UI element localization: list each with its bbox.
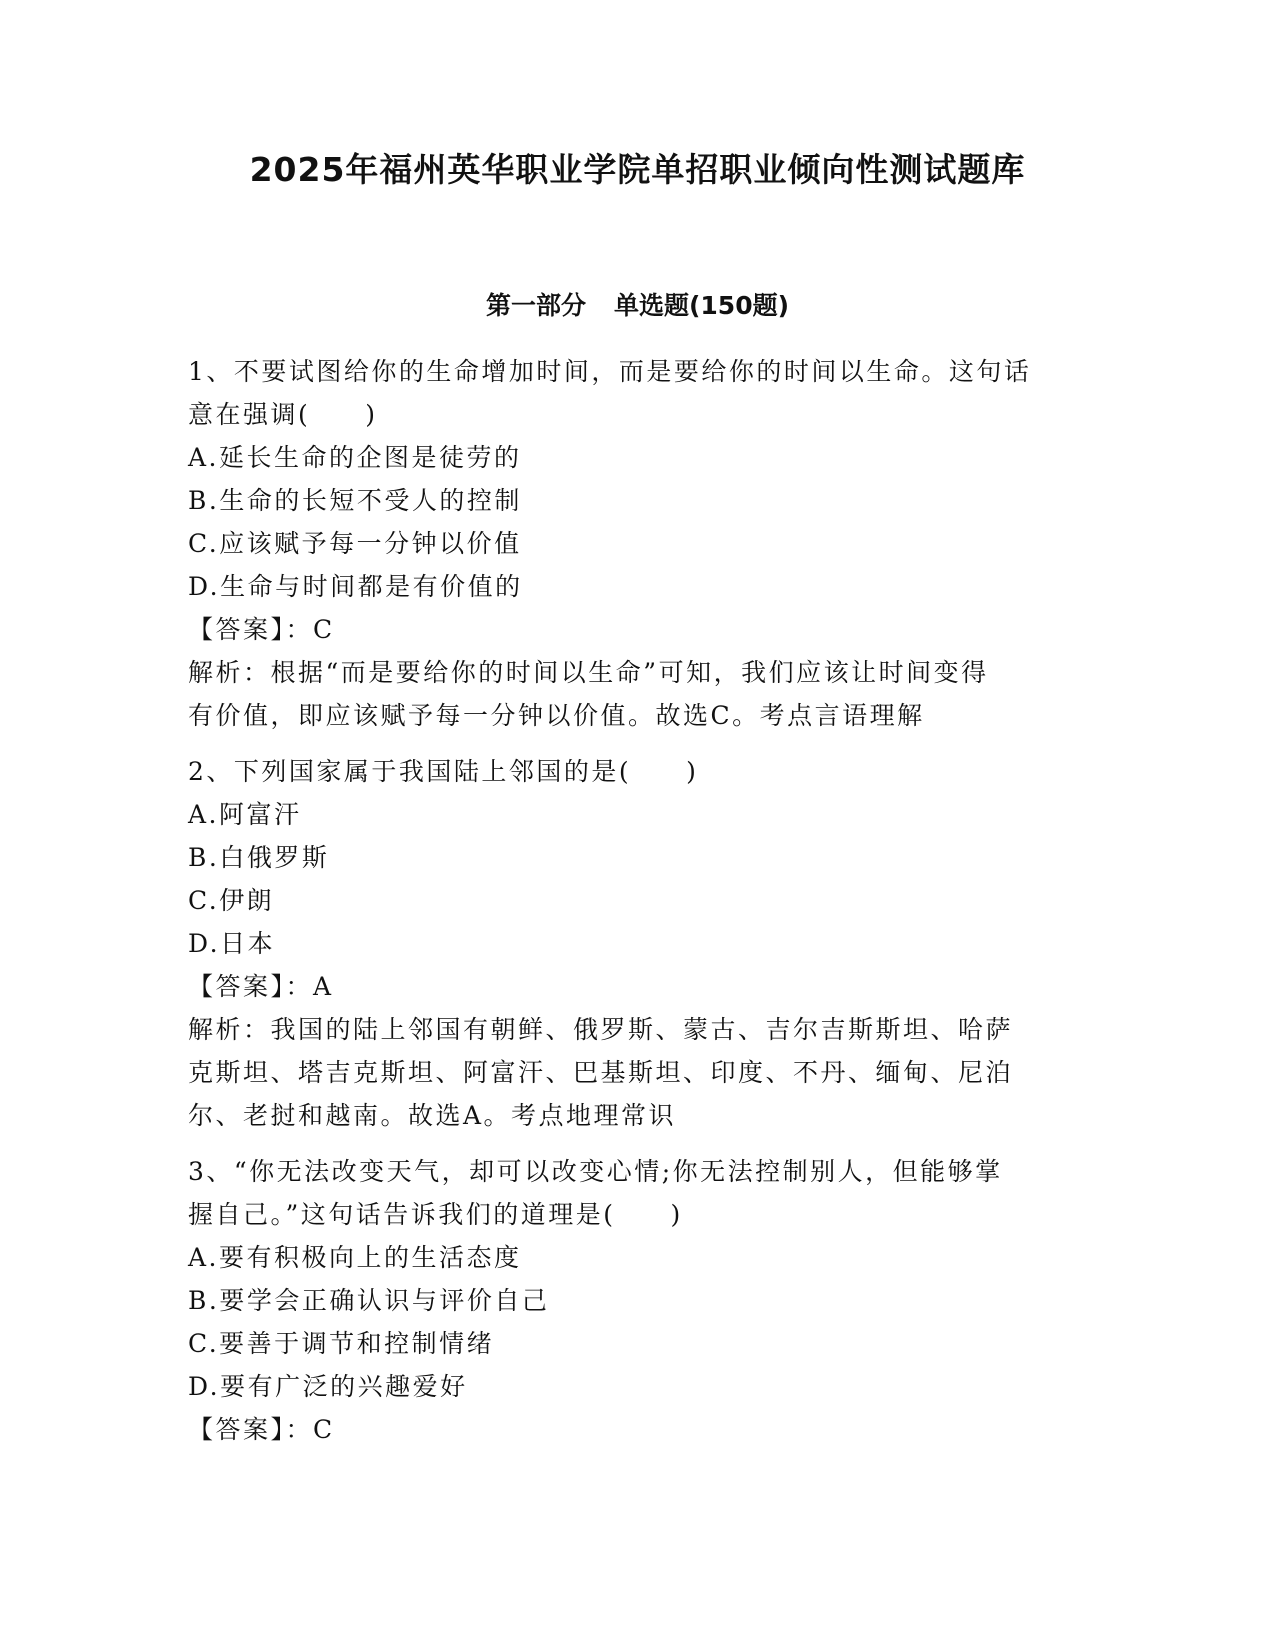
section-heading [0, 289, 1275, 323]
question-stem-line: 意在强调( ) [188, 400, 378, 429]
option-c: C.应该赋予每一分钟以价值 [188, 529, 522, 558]
question-3 [188, 1150, 1088, 1451]
option-a: A.延长生命的企图是徒劳的 [188, 443, 522, 472]
answer-label: 【答案】： [188, 1415, 314, 1444]
answer-line [188, 1408, 1088, 1451]
option-c: C.伊朗 [188, 886, 275, 915]
explanation-line: 克斯坦、塔吉克斯坦、阿富汗、巴基斯坦、印度、不丹、缅甸、尼泊 [188, 1058, 1014, 1087]
answer-value: A [313, 972, 334, 1001]
section-name: 单选题(150题) [613, 291, 790, 320]
answer-label: 【答案】： [188, 972, 314, 1001]
option-a: A.阿富汗 [188, 800, 302, 829]
answer-value: C [313, 615, 335, 644]
explanation-line: 尔、老挝和越南。故选A。考点地理常识 [188, 1101, 677, 1130]
answer-label: 【答案】： [188, 615, 314, 644]
question-stem-line: 3、“你无法改变天气，却可以改变心情;你无法控制别人，但能够掌 [188, 1157, 1003, 1186]
option-d: D.要有广泛的兴趣爱好 [188, 1372, 468, 1401]
option-b: B.生命的长短不受人的控制 [188, 486, 522, 515]
option-b: B.要学会正确认识与评价自己 [188, 1286, 550, 1315]
explanation-line: 有价值，即应该赋予每一分钟以价值。故选C。考点言语理解 [188, 701, 925, 730]
option-c: C.要善于调节和控制情绪 [188, 1329, 495, 1358]
question-stem-line: 1、不要试图给你的生命增加时间，而是要给你的时间以生命。这句话 [188, 357, 1032, 386]
question-stem-line: 握自己。”这句话告诉我们的道理是( ) [188, 1200, 683, 1229]
question-1 [188, 350, 1088, 737]
question-2 [188, 750, 1088, 1137]
option-a: A.要有积极向上的生活态度 [188, 1243, 522, 1272]
answer-value: C [313, 1415, 335, 1444]
explanation-line: 解析：我国的陆上邻国有朝鲜、俄罗斯、蒙古、吉尔吉斯斯坦、哈萨 [188, 1015, 1014, 1044]
answer-line [188, 965, 1088, 1008]
explanation-line: 解析：根据“而是要给你的时间以生命”可知，我们应该让时间变得 [188, 658, 989, 687]
question-list [188, 350, 1088, 1464]
answer-line [188, 608, 1088, 651]
section-label: 第一部分 [485, 291, 586, 320]
document-title: 2025年福州英华职业学院单招职业倾向性测试题库 [249, 150, 1026, 189]
option-d: D.生命与时间都是有价值的 [188, 572, 523, 601]
question-stem-line: 2、下列国家属于我国陆上邻国的是( ) [188, 757, 699, 786]
option-b: B.白俄罗斯 [188, 843, 330, 872]
option-d: D.日本 [188, 929, 276, 958]
